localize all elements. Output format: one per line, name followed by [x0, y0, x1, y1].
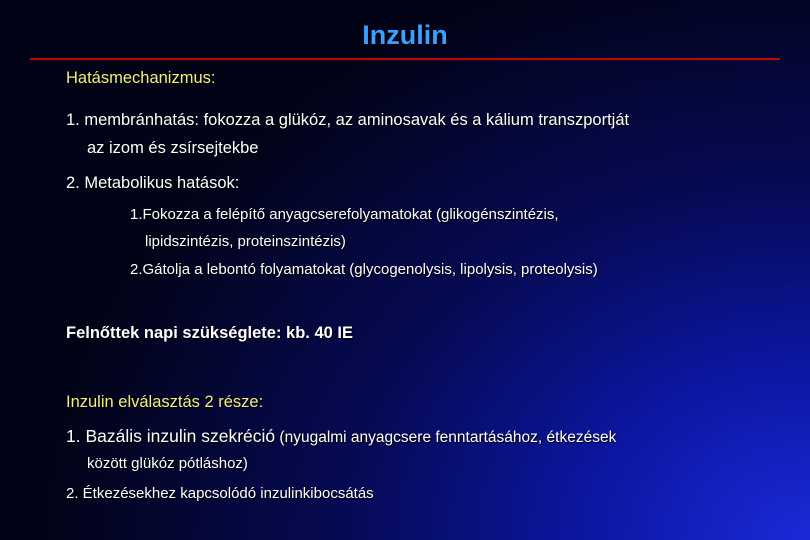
mechanism-heading: Hatásmechanizmus: [66, 69, 216, 87]
metabolic-sub-item-1-line-1: 1.Fokozza a felépítő anyagcserefolyamatokat (glikogénszintézis, [130, 206, 559, 223]
secretion-item-1-line-2: között glükóz pótláshoz) [87, 455, 248, 472]
secretion-heading: Inzulin elválasztás 2 része: [66, 393, 264, 411]
mechanism-item-1-line-2: az izom és zsírsejtekbe [87, 139, 259, 157]
secretion-item-2: 2. Étkezésekhez kapcsolódó inzulinkibocsátás [66, 485, 374, 502]
metabolic-sub-item-2: 2.Gátolja a lebontó folyamatokat (glycogenolysis, lipolysis, proteolysis) [130, 261, 598, 278]
daily-need-statement: Felnőttek napi szükséglete: kb. 40 IE [66, 324, 354, 342]
title-divider [30, 58, 780, 60]
mechanism-item-2: 2. Metabolikus hatások: [66, 174, 240, 192]
secretion-item-1-parenthetical: (nyugalmi anyagcsere fenntartásához, étkezések [275, 429, 617, 446]
secretion-item-1-line-1 [66, 426, 616, 447]
slide-title: Inzulin [362, 20, 448, 50]
mechanism-item-1-line-1: 1. membránhatás: fokozza a glükóz, az aminosavak és a kálium transzportját [66, 111, 630, 129]
metabolic-sub-item-1-line-2: lipidszintézis, proteinszintézis) [145, 233, 346, 250]
secretion-item-1-main: 1. Bazális inzulin szekréció [66, 426, 276, 446]
